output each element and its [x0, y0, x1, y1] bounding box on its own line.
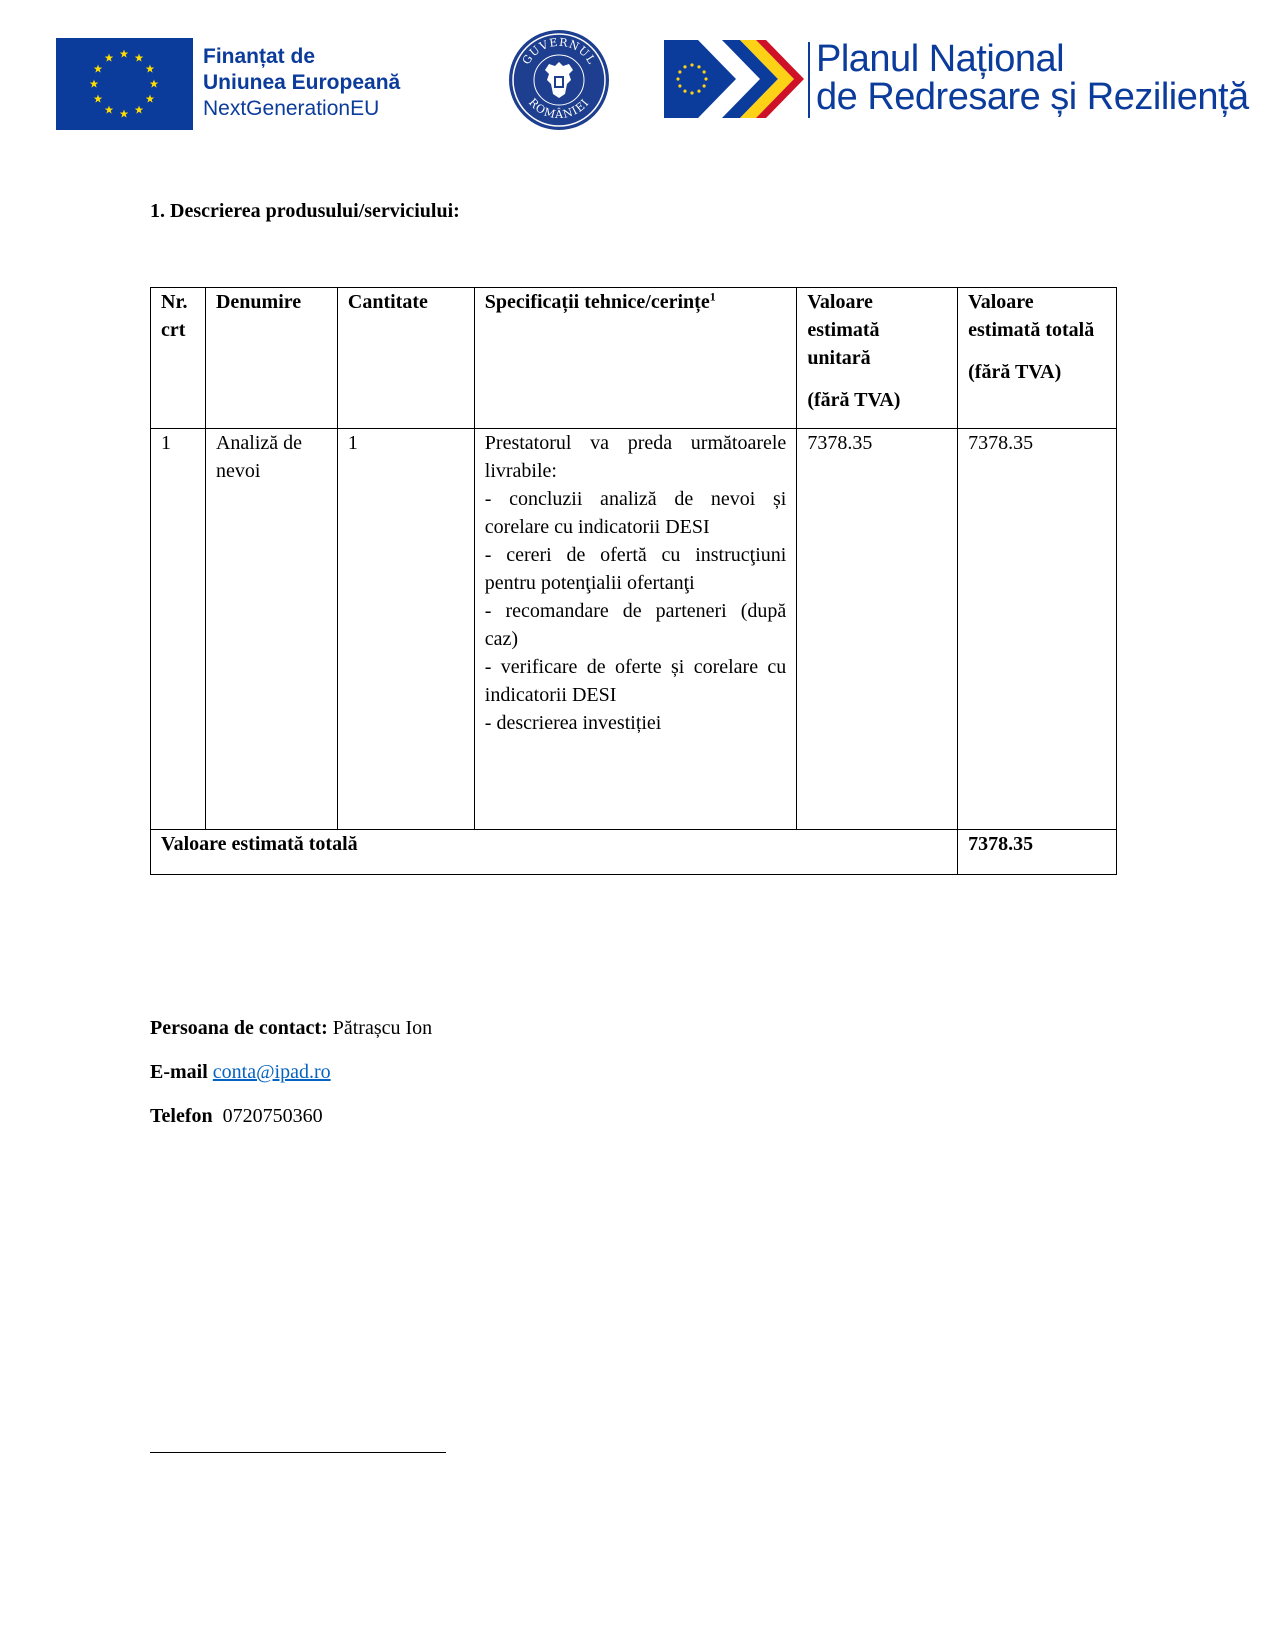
footnote-marker[interactable]: 1 — [709, 289, 716, 304]
total-label: Valoare estimată totală — [151, 830, 958, 875]
header-denumire: Denumire — [205, 288, 337, 429]
spec-line: - verificare de oferte și corelare cu indicatorii DESI — [484, 656, 787, 706]
pnrr-title-line1: Planul Național — [816, 38, 1065, 80]
contact-phone-line — [150, 1105, 432, 1149]
table-total-row — [151, 830, 1117, 875]
eu-star-icon — [146, 95, 155, 103]
header-valoare-unitara — [797, 288, 958, 429]
eu-funding-line1: Finanțat de — [203, 45, 316, 68]
eu-star-icon — [146, 65, 155, 73]
seal-bottom-text: ROMÂNIEI — [526, 95, 592, 122]
government-seal-logo — [507, 28, 611, 132]
eu-star-icon — [94, 95, 103, 103]
contact-email-link[interactable]: conta@ipad.ro — [212, 1061, 331, 1083]
pnrr-title-line2: de Redresare și Reziliență — [816, 76, 1249, 118]
pnrr-star-icon — [690, 91, 693, 94]
pnrr-star-icon — [683, 65, 686, 68]
seal-top-text: GUVERNUL — [519, 35, 599, 67]
spec-line: - recomandare de parteneri (după caz) — [484, 600, 787, 650]
table-row — [151, 429, 1117, 830]
spec-line: - descrierea investiției — [484, 712, 662, 734]
contact-phone-value: 0720750360 — [222, 1105, 323, 1127]
eu-star-icon — [135, 105, 144, 113]
eu-funding-line2: Uniunea Europeană — [203, 71, 401, 94]
header-valoare-totala-note: (fără TVA) — [968, 361, 1062, 383]
pnrr-title — [816, 40, 1249, 116]
pnrr-star-icon — [690, 63, 693, 66]
pnrr-star-icon — [703, 70, 706, 73]
eu-star-icon — [150, 80, 159, 88]
pnrr-star-icon — [697, 65, 700, 68]
cell-cantitate: 1 — [337, 429, 474, 830]
pnrr-star-icon — [683, 90, 686, 93]
eu-funding-line3: NextGenerationEU — [203, 97, 380, 120]
header-cantitate: Cantitate — [337, 288, 474, 429]
eu-star-icon — [120, 110, 129, 118]
contact-person-value: Pătrașcu Ion — [332, 1017, 433, 1039]
pnrr-arrows-logo — [664, 40, 804, 118]
section-title: 1. Descrierea produsului/serviciului: — [150, 200, 460, 222]
eu-funding-text — [203, 44, 400, 122]
header-specificatii — [474, 288, 797, 429]
table-header-row — [151, 288, 1117, 429]
contact-person-line — [150, 1017, 432, 1061]
spec-line: - concluzii analiză de nevoi și corelare cu indicatorii DESI — [484, 488, 787, 538]
header-valoare-unitara-label: Valoare estimată unitară — [807, 291, 880, 369]
header-nr-crt: Nr. crt — [151, 288, 206, 429]
total-value: 7378.35 — [958, 830, 1117, 875]
cell-denumire: Analiză de nevoi — [205, 429, 337, 830]
header-valoare-unitara-note: (fără TVA) — [807, 389, 901, 411]
cell-specificatii — [474, 429, 797, 830]
pnrr-star-icon — [703, 84, 706, 87]
eu-star-icon — [135, 54, 144, 62]
footnote-separator — [150, 1452, 446, 1453]
eu-star-icon — [90, 80, 99, 88]
pnrr-star-icon — [704, 77, 707, 80]
pnrr-star-icon — [678, 84, 681, 87]
pnrr-star-icon — [678, 70, 681, 73]
contact-person-label: Persoana de contact: — [150, 1017, 328, 1039]
spec-line: Prestatorul va preda următoarele livrabile: — [484, 432, 787, 482]
contact-email-label: E-mail — [150, 1061, 208, 1083]
header-valoare-totala — [958, 288, 1117, 429]
cell-valoare-unitara: 7378.35 — [797, 429, 958, 830]
contact-block — [150, 1017, 432, 1149]
contact-email-line — [150, 1061, 432, 1105]
spec-line: - cereri de ofertă cu instrucţiuni pentru potenţialii ofertanţi — [484, 544, 787, 594]
eu-star-icon — [105, 105, 114, 113]
pnrr-star-icon — [676, 77, 679, 80]
product-table — [150, 287, 1117, 875]
header-valoare-totala-label: Valoare estimată totală — [968, 291, 1095, 341]
pnrr-divider — [808, 42, 810, 118]
eu-star-icon — [120, 50, 129, 58]
header-specificatii-label: Specificații tehnice/cerințe — [484, 291, 710, 313]
eu-star-icon — [105, 54, 114, 62]
pnrr-star-icon — [697, 90, 700, 93]
eu-star-icon — [94, 65, 103, 73]
cell-valoare-totala: 7378.35 — [958, 429, 1117, 830]
page-header — [0, 0, 1275, 140]
eu-flag-logo — [56, 38, 193, 130]
contact-phone-label: Telefon — [150, 1105, 213, 1127]
cell-nr: 1 — [151, 429, 206, 830]
